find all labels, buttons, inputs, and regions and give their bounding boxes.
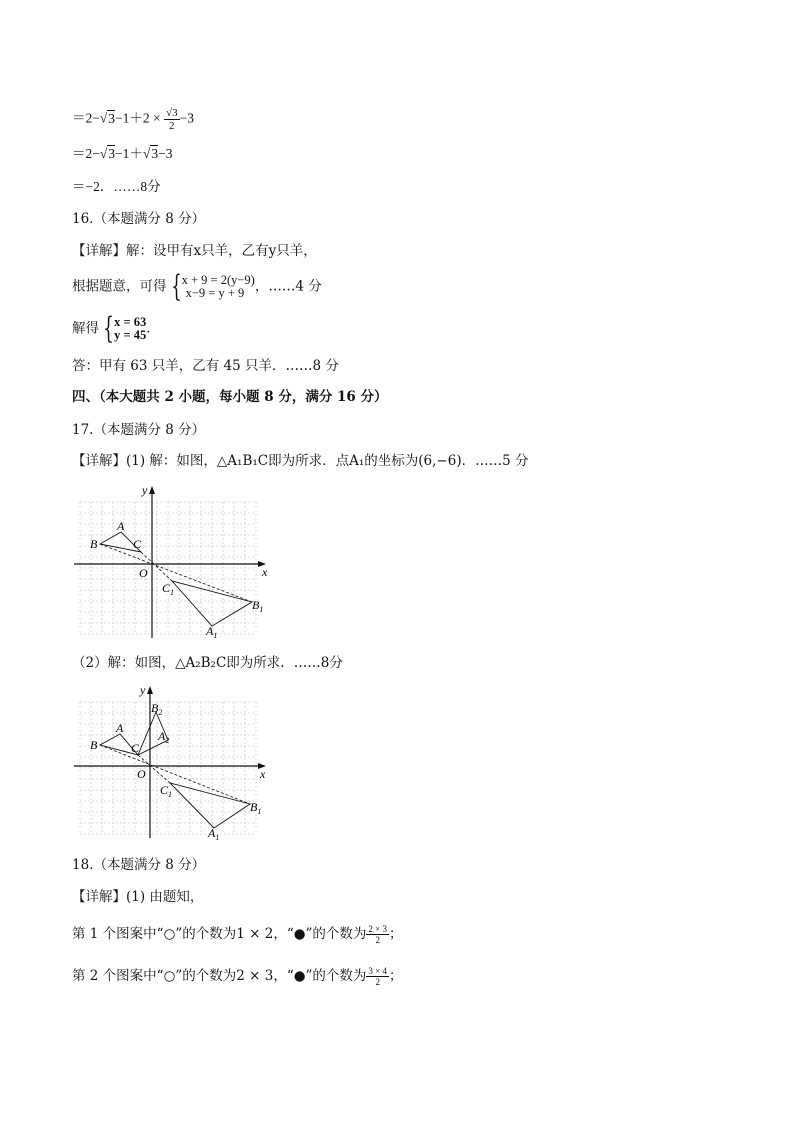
label-a2: $A_2$ [158, 729, 170, 745]
label-a1: $A_1$ [206, 624, 218, 640]
label-a: A [117, 519, 125, 533]
fraction-numerator: 2 × 3 [368, 924, 387, 934]
equation-1: x + 9 = 2(y−9) [181, 273, 255, 287]
y-axis-label: y [140, 683, 146, 697]
x-axis-label: x [260, 767, 266, 781]
fraction-denominator: 2 [375, 935, 380, 945]
label-a: A [116, 721, 124, 735]
sqrt-radicand: 3 [151, 146, 159, 161]
q18-intro: 【详解】(1) 由题知， [72, 889, 204, 905]
q17-figure-1 [72, 482, 272, 642]
equation-2: x−9 = y + 9 [185, 286, 245, 300]
x-axis-label: x [262, 565, 268, 579]
calc-line-1 [72, 107, 194, 132]
label-c: C [131, 741, 140, 755]
fraction-denominator: 2 [375, 977, 380, 987]
label-c1: $C_1$ [162, 581, 175, 597]
sqrt-radicand: 3 [108, 110, 116, 126]
label-b1: $B_1$ [252, 598, 264, 614]
q17-figure-2 [72, 682, 272, 842]
calc-line-2 [72, 145, 172, 163]
fraction-numerator: √3 [166, 107, 178, 119]
calc-line-3: ＝−2．……8分 [72, 179, 161, 194]
y-axis-label: y [142, 483, 148, 497]
q16-answer: 答：甲有 63 只羊，乙有 45 只羊．……8 分 [72, 358, 339, 374]
q16-sol-prefix: 解得 [72, 320, 99, 337]
label-b1: $B_1$ [250, 800, 262, 816]
q16-sol-suffix: ． [146, 320, 160, 337]
q17-title: 17.（本题满分 8 分） [72, 422, 206, 438]
q16-title: 16.（本题满分 8 分） [72, 211, 206, 227]
equation-system [182, 274, 255, 300]
q18-line-1 [72, 924, 403, 945]
calc-text: −1＋ [115, 146, 143, 161]
calc-text: −3 [158, 146, 173, 161]
q16-solution-line [72, 311, 160, 346]
label-b: B [90, 738, 98, 752]
sqrt-sign: √ [142, 146, 151, 161]
left-brace: { [170, 269, 182, 304]
q18-line-text: 第 2 个图案中“○”的个数为2 × 3，“●”的个数为 [72, 968, 367, 984]
y-axis-arrow [147, 686, 153, 694]
q17-part2: （2）解：如图，△A₂B₂C即为所求．……8分 [72, 655, 343, 671]
label-a1: $A_1$ [208, 826, 220, 842]
fraction [366, 924, 389, 945]
q18-line-end: ； [389, 968, 403, 984]
label-b2: $B_2$ [151, 701, 163, 717]
dashed-b-b1 [100, 544, 252, 602]
dashed-b-b1 [100, 745, 250, 804]
calc-text: −1＋2 × [115, 110, 165, 126]
sqrt-sign: √ [99, 146, 108, 161]
sqrt-radicand: 3 [108, 146, 116, 161]
label-c1: $C_1$ [160, 783, 173, 799]
q17-part1: 【详解】(1) 解：如图，△A₁B₁C即为所求．点A₁的坐标为(6,−6)．……5 分 [72, 453, 529, 469]
solution-2: y = 45 [114, 328, 147, 342]
calc-text: ＝2− [72, 110, 100, 126]
y-axis-arrow [149, 486, 155, 494]
origin-label: O [139, 566, 148, 580]
grid [80, 702, 256, 834]
q18-line-2 [72, 966, 403, 987]
q16-eq-prefix: 根据题意，可得 [72, 278, 167, 295]
section-title: 四、（本大题共 2 小题，每小题 8 分，满分 16 分） [72, 389, 388, 405]
solution-system [114, 316, 146, 342]
q18-line-text: 第 1 个图案中“○”的个数为1 × 2，“●”的个数为 [72, 926, 367, 942]
q18-title: 18.（本题满分 8 分） [72, 857, 206, 873]
left-brace: { [103, 311, 114, 346]
calc-text: ＝2− [72, 146, 100, 161]
label-b: B [90, 537, 98, 551]
label-c: C [133, 537, 142, 551]
fraction-denominator: 2 [169, 120, 175, 132]
q16-setup: 【详解】解：设甲有x只羊，乙有y只羊， [72, 243, 317, 259]
fraction [366, 966, 389, 987]
grid [80, 502, 256, 634]
q16-eq-suffix: ，……4 分 [254, 278, 322, 295]
q18-line-end: ； [389, 926, 403, 942]
origin-label: O [137, 767, 146, 781]
solution-1: x = 63 [114, 315, 147, 329]
sqrt-sign: √ [99, 110, 108, 126]
fraction [164, 107, 180, 132]
q16-equation-line [72, 269, 322, 304]
fraction-numerator: 3 × 4 [368, 966, 387, 976]
calc-text: −3 [179, 110, 194, 126]
